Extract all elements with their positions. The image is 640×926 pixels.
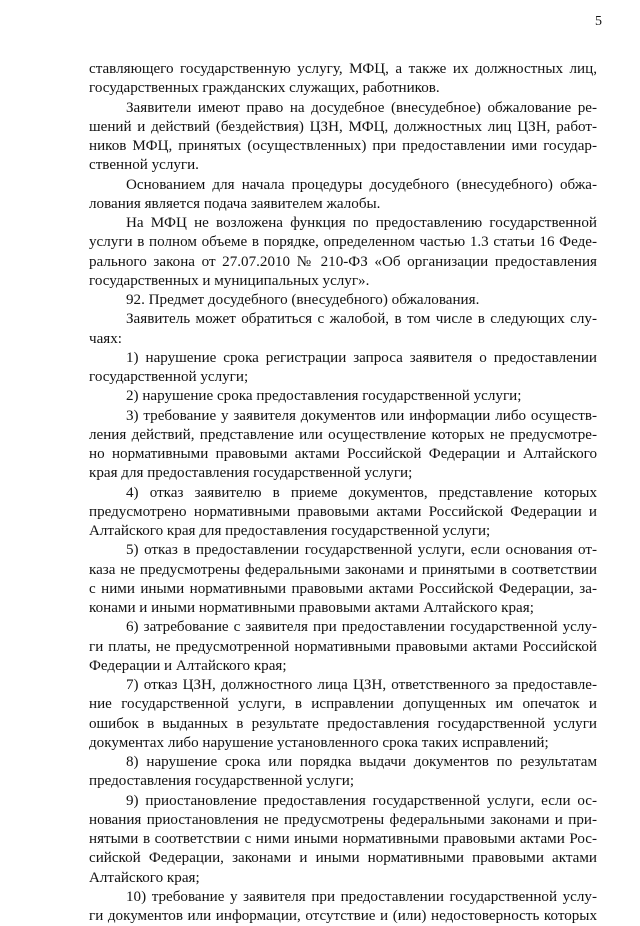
text-line: 5) отказ в предоставлении государственной услуги, если основания от- — [126, 542, 597, 559]
text-line: 1) нарушение срока регистрации запроса заявителя о предоставлении — [126, 349, 597, 366]
text-line: 9) приостановление предоставления государственной услуги, если ос- — [126, 792, 597, 809]
text-line: шений и действий (бездействия) ЦЗН, МФЦ, должностных лиц ЦЗН, работ- — [89, 118, 597, 135]
text-line: предоставления государственной услуги; — [89, 773, 355, 790]
text-line: Алтайского края; — [89, 869, 200, 886]
text-line: сийской Федерации, законами и иными нормативными правовыми актами — [89, 850, 597, 867]
text-line: 10) требование у заявителя при предоставлении государственной услу- — [126, 888, 597, 905]
text-line: лования является подача заявителем жалобы. — [89, 195, 381, 212]
text-line: 2) нарушение срока предоставления государственной услуги; — [126, 388, 522, 405]
text-line: нования приостановления не предусмотрены федеральными законами и при- — [89, 811, 597, 828]
text-line: 7) отказ ЦЗН, должностного лица ЦЗН, ответственного за предоставле- — [126, 677, 597, 693]
text-line: ления действий, представление или осуществление которых не предусмотре- — [89, 426, 597, 443]
text-line: конами и иными нормативными правовыми актами Алтайского края; — [89, 600, 534, 616]
text-line: 6) затребование с заявителя при предоставлении государственной услу- — [126, 619, 597, 636]
text-line: ги платы, не предусмотренной нормативными правовыми актами Российской — [89, 638, 597, 655]
text-line: ние государственной услуги, в исправлении допущенных им опечаток и — [89, 696, 597, 713]
text-line: Федерации и Алтайского края; — [89, 657, 287, 674]
text-line: Заявители имеют право на досудебное (внесудебное) обжалование ре- — [126, 99, 597, 116]
text-line: документах либо нарушение установленного срока таких исправлений; — [89, 734, 549, 751]
text-line: государственной услуги; — [89, 369, 249, 385]
text-line: ги документов или информации, отсутствие и (или) недостоверность которых — [89, 908, 597, 924]
page-number: 5 — [595, 14, 602, 29]
text-line: с ними иными нормативными правовыми актами Российской Федерации, за- — [89, 580, 597, 597]
text-line: нятыми в соответствии с ними иными нормативными правовыми актами Рос- — [89, 831, 597, 847]
text-line: На МФЦ не возложена функция по предоставлению государственной — [126, 215, 597, 231]
text-line: Заявитель может обратиться с жалобой, в том числе в следующих слу- — [126, 311, 597, 328]
document-body — [89, 60, 597, 926]
text-line: Алтайского края для предоставления государственной услуги; — [89, 523, 491, 539]
text-line: государственных гражданских служащих, работников. — [89, 80, 440, 97]
text-line: ников МФЦ, принятых (осуществленных) при предоставлении ими государ- — [89, 138, 597, 154]
text-line: чаях: — [89, 330, 122, 347]
text-line: ошибок в выданных в результате предоставления государственной услуги — [89, 715, 597, 732]
text-line: ственной услуги. — [89, 157, 199, 174]
text-line: 3) требование у заявителя документов или информации либо осуществ- — [126, 407, 597, 424]
text-line: каза не предусмотрены федеральными законами и принятыми в соответствии — [89, 561, 597, 578]
text-line: но нормативными правовыми актами Российской Федерации и Алтайского — [89, 446, 597, 462]
text-line: 92. Предмет досудебного (внесудебного) обжалования. — [126, 292, 480, 308]
text-line: предусмотрено нормативными правовыми актами Российской Федерации и — [89, 503, 597, 520]
text-line: рального закона от 27.07.2010 № 210-ФЗ «Об организации предоставления — [89, 253, 597, 270]
text-line: 4) отказ заявителю в приеме документов, представление которых — [126, 484, 597, 501]
text-line: края для предоставления государственной услуги; — [89, 465, 413, 482]
text-line: услуги в полном объеме в порядке, определенном частью 1.3 статьи 16 Феде- — [89, 234, 597, 251]
text-line: Основанием для начала процедуры досудебного (внесудебного) обжа- — [126, 176, 597, 193]
text-line: государственных и муниципальных услуг». — [89, 272, 370, 289]
text-line: 8) нарушение срока или порядка выдачи документов по результатам — [126, 754, 597, 770]
text-line: ставляющего государственную услугу, МФЦ, а также их должностных лиц, — [89, 61, 597, 77]
